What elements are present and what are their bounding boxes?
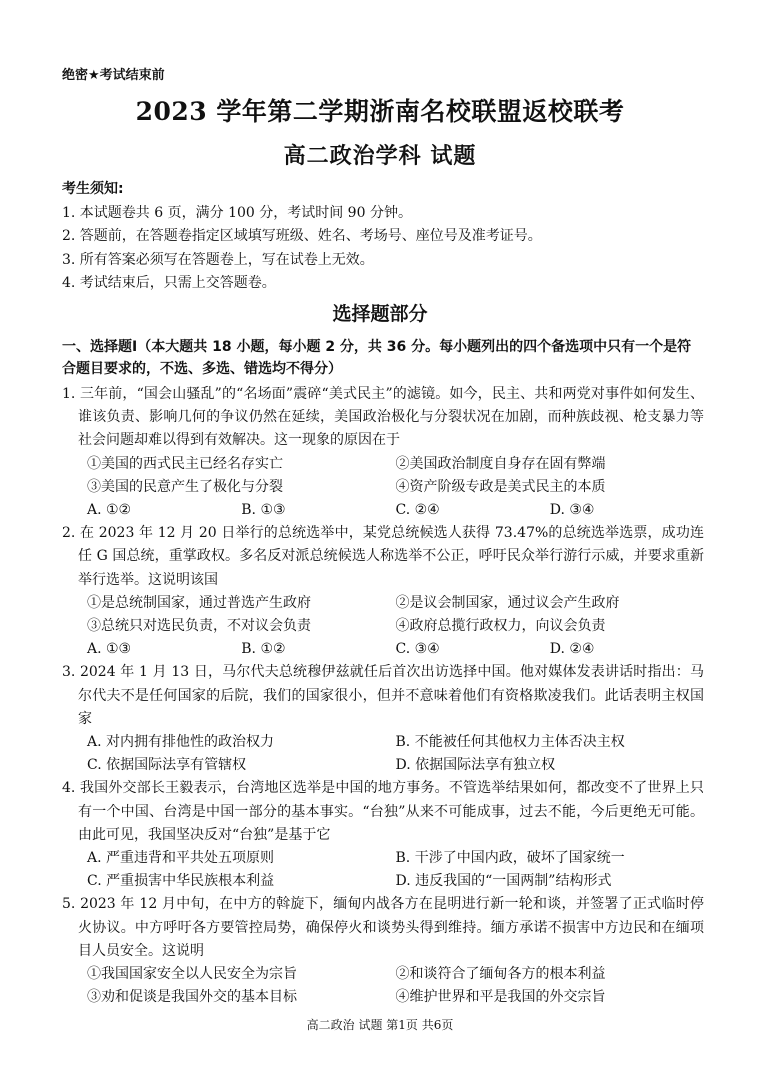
statement: ④维护世界和平是我国的外交宗旨 bbox=[395, 989, 606, 1006]
notice-item: 3. 所有答案必须写在答题卷上，写在试卷上无效。 bbox=[62, 251, 374, 268]
notice-item: 4. 考试结束后，只需上交答题卷。 bbox=[62, 275, 276, 291]
candidate-notice bbox=[62, 178, 702, 296]
statement: ④资产阶级专政是美式民主的本质 bbox=[395, 478, 606, 495]
statement: ①美国的西式民主已经名存实亡 bbox=[87, 455, 283, 472]
answer-choice: B. ①② bbox=[241, 641, 286, 658]
answer-choice: A. 严重违背和平共处五项原则 bbox=[87, 850, 275, 867]
answer-choice: D. ③④ bbox=[549, 502, 595, 519]
page-footer: 高二政治 试题 第1页 共6页 bbox=[306, 1018, 454, 1032]
statement: ②是议会制国家，通过议会产生政府 bbox=[395, 594, 620, 611]
answer-choice: D. 依据国际法享有独立权 bbox=[395, 757, 556, 774]
notice-item: 2. 答题前，在答题卷指定区域填写班级、姓名、考场号、座位号及准考证号。 bbox=[62, 228, 542, 244]
answer-choice: A. 对内拥有排他性的政治权力 bbox=[87, 734, 275, 751]
answer-choice: C. 依据国际法享有管辖权 bbox=[87, 757, 247, 774]
question-stem: 3. 2024 年 1 月 13 日，马尔代夫总统穆伊兹就任后首次出访选择中国。他对媒体发表讲话时指出：马尔代夫不是任何国家的后院，我们的国家很小，但并不意味着他们有资格欺凌我们。此话表明主权国家 bbox=[62, 664, 704, 727]
confidential-label: 绝密★考试结束前 bbox=[62, 68, 165, 83]
answer-choice: C. ③④ bbox=[395, 641, 440, 658]
statement: ③劝和促谈是我国外交的基本目标 bbox=[87, 989, 297, 1006]
question-4 bbox=[62, 777, 704, 893]
answer-choice: A. ①② bbox=[87, 502, 132, 519]
statement: ④政府总揽行政权力，向议会负责 bbox=[395, 618, 606, 635]
question-2 bbox=[62, 522, 704, 661]
answer-choice: C. 严重损害中华民族根本利益 bbox=[87, 873, 275, 890]
answer-choice: D. ②④ bbox=[549, 641, 595, 658]
statement: ③美国的民意产生了极化与分裂 bbox=[87, 478, 283, 495]
question-1 bbox=[62, 383, 704, 522]
question-stem: 4. 我国外交部长王毅表示，台湾地区选举是中国的地方事务。不管选举结果如何，都改变不了世界上只有一个中国、台湾是中国一部分的基本事实。“台独”从来不可能成事，过去不能，今后更绝无可能。由此可见，我国坚决反对“台独”是基于它 bbox=[62, 780, 704, 843]
statement: ②美国政治制度自身存在固有弊端 bbox=[395, 455, 606, 472]
exam-title: 2023 学年第二学期浙南名校联盟返校联考 bbox=[135, 97, 625, 126]
notice-heading: 考生须知: bbox=[62, 181, 124, 197]
statement: ②和谈符合了缅甸各方的根本利益 bbox=[395, 966, 606, 983]
statement: ③总统只对选民负责，不对议会负责 bbox=[87, 618, 311, 635]
question-stem: 2. 在 2023 年 12 月 20 日举行的总统选举中，某党总统候选人获得 73.47%的总统选举选票，成功连任 G 国总统，重掌政权。多名反对派总统候选人称选举不公正，呼吁民众举行游行示威，并要求重新举行选举。这说明该国 bbox=[62, 525, 704, 588]
answer-choice: A. ①③ bbox=[87, 641, 132, 658]
statement: ①我国国家安全以人民安全为宗旨 bbox=[87, 966, 297, 983]
question-stem: 5. 2023 年 12 月中旬，在中方的斡旋下，缅甸内战各方在昆明进行新一轮和谈，并签署了正式临时停火协议。中方呼吁各方要管控局势，确保停火和谈势头得到维持。缅方承诺不损害中方边民和在缅项目人员安全。这说明 bbox=[62, 896, 704, 959]
question-5 bbox=[62, 893, 704, 1009]
statement: ①是总统制国家，通过普选产生政府 bbox=[87, 594, 311, 611]
answer-choice: B. ①③ bbox=[241, 502, 286, 519]
answer-choice: D. 违反我国的“一国两制”结构形式 bbox=[395, 873, 612, 890]
question-stem: 1. 三年前，“国会山骚乱”的“名场面”震碎“美式民主”的滤镜。如今，民主、共和两党对事件如何发生、谁该负责、影响几何的争议仍然在延续，美国政治极化与分裂状况在加剧，而种族歧视、枪支暴力等社会问题却难以得到有效解决。这一现象的原因在于 bbox=[62, 386, 704, 449]
answer-choice: B. 干涉了中国内政，破坏了国家统一 bbox=[395, 850, 625, 867]
section-title: 选择题部分 bbox=[332, 303, 428, 325]
exam-subtitle: 高二政治学科 试题 bbox=[283, 143, 477, 169]
question-3 bbox=[62, 661, 704, 777]
section-instruction: 一、选择题Ⅰ（本大题共 18 小题，每小题 2 分，共 36 分。每小题列出的四个备选项中只有一个是符合题目要求的，不选、多选、错选均不得分） bbox=[62, 339, 692, 377]
notice-item: 1. 本试题卷共 6 页，满分 100 分，考试时间 90 分钟。 bbox=[62, 204, 412, 221]
answer-choice: C. ②④ bbox=[395, 502, 440, 519]
answer-choice: B. 不能被任何其他权力主体否决主权 bbox=[395, 734, 625, 751]
question-list bbox=[62, 383, 704, 1009]
